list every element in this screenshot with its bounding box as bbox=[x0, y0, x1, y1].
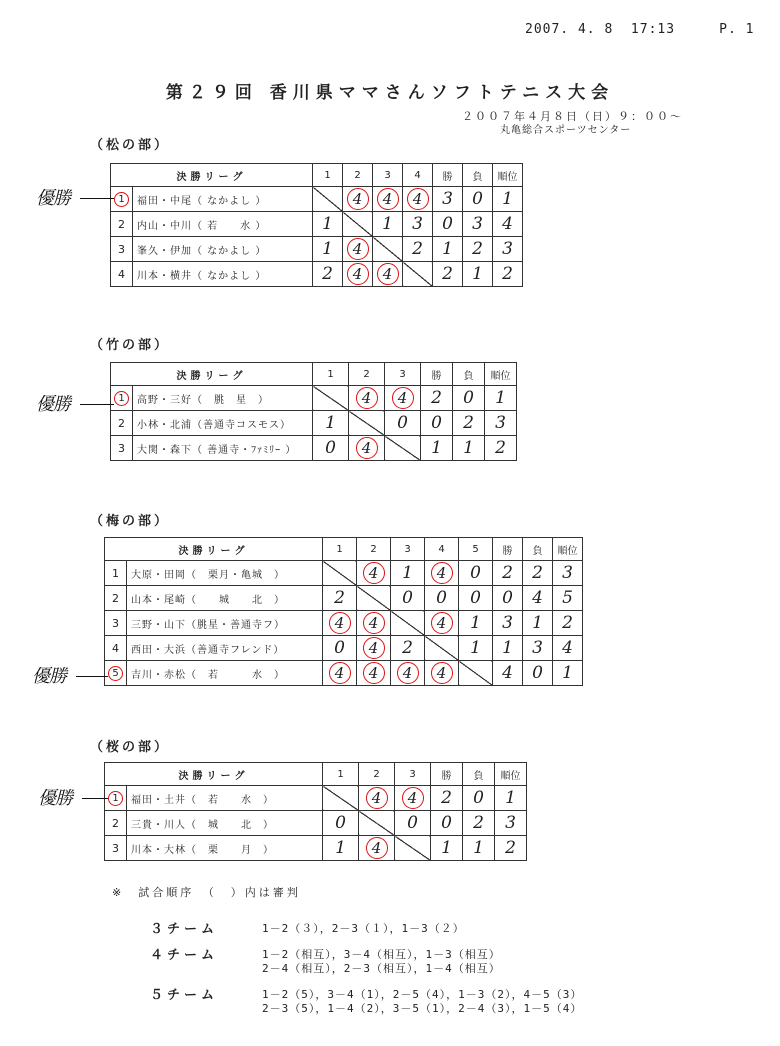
table-row bbox=[105, 636, 583, 661]
team-number: 2 bbox=[105, 811, 127, 836]
self-match-cell bbox=[385, 436, 421, 461]
rank-value: 2 bbox=[493, 262, 523, 287]
losses-value: 3 bbox=[463, 212, 493, 237]
team-number: 1 bbox=[111, 386, 133, 411]
losses-value: 1 bbox=[523, 611, 553, 636]
note-line: 2－4（相互），2－3（相互），1－4（相互） bbox=[262, 962, 501, 975]
match-score: 4 bbox=[425, 611, 459, 636]
match-score: 2 bbox=[403, 237, 433, 262]
match-score: 1 bbox=[459, 611, 493, 636]
column-header: 3 bbox=[385, 363, 421, 386]
match-score: 0 bbox=[313, 436, 349, 461]
match-score: 4 bbox=[357, 661, 391, 686]
match-score: 0 bbox=[323, 811, 359, 836]
wins-value: 1 bbox=[421, 436, 453, 461]
league-header: 決勝リーグ bbox=[105, 538, 323, 561]
team-number: 4 bbox=[105, 636, 127, 661]
note-label-3: ３チーム bbox=[150, 922, 219, 937]
match-score: 3 bbox=[403, 212, 433, 237]
column-header: 負 bbox=[463, 164, 493, 187]
match-score: 4 bbox=[425, 561, 459, 586]
self-match-cell bbox=[391, 611, 425, 636]
column-header: 5 bbox=[459, 538, 493, 561]
match-score: 1 bbox=[313, 411, 349, 436]
column-header: 勝 bbox=[493, 538, 523, 561]
match-score: 1 bbox=[373, 212, 403, 237]
table-row bbox=[105, 836, 527, 861]
losses-value: 1 bbox=[463, 836, 495, 861]
losses-value: 0 bbox=[463, 187, 493, 212]
team-name: 小林・北浦（善通寺コスモス） bbox=[133, 411, 313, 436]
rank-value: 1 bbox=[553, 661, 583, 686]
table-row bbox=[105, 586, 583, 611]
section-label-ume: （梅の部） bbox=[90, 514, 171, 529]
winner-annotation: 優勝 bbox=[36, 394, 70, 415]
table-row bbox=[105, 811, 527, 836]
losses-value: 2 bbox=[523, 561, 553, 586]
wins-value: 2 bbox=[421, 386, 453, 411]
column-header: 2 bbox=[343, 164, 373, 187]
self-match-cell bbox=[323, 786, 359, 811]
note-line: 1－2（３），2－3（１），1－3（２） bbox=[262, 922, 465, 935]
self-match-cell bbox=[459, 661, 493, 686]
team-number: 3 bbox=[105, 836, 127, 861]
self-match-cell bbox=[323, 561, 357, 586]
wins-value: 0 bbox=[431, 811, 463, 836]
column-header: 1 bbox=[323, 538, 357, 561]
team-name: 山本・尾崎（ 城 北 ） bbox=[127, 586, 323, 611]
losses-value: 1 bbox=[463, 262, 493, 287]
league-header: 決勝リーグ bbox=[105, 763, 323, 786]
losses-value: 0 bbox=[453, 386, 485, 411]
column-header: 順位 bbox=[493, 164, 523, 187]
team-number: 3 bbox=[111, 436, 133, 461]
wins-value: 3 bbox=[433, 187, 463, 212]
note-line: 2－3（5），1－4（2），3－5（1），2－4（3），1－5（4） bbox=[262, 1002, 583, 1015]
match-score: 2 bbox=[313, 262, 343, 287]
column-header: 4 bbox=[425, 538, 459, 561]
match-score: 4 bbox=[373, 262, 403, 287]
rank-value: 2 bbox=[553, 611, 583, 636]
self-match-cell bbox=[395, 836, 431, 861]
team-name: 大関・森下（ 善通寺・ﾌｧﾐﾘｰ ） bbox=[133, 436, 313, 461]
match-score: 4 bbox=[349, 386, 385, 411]
wins-value: 2 bbox=[431, 786, 463, 811]
match-score: 2 bbox=[323, 586, 357, 611]
self-match-cell bbox=[343, 212, 373, 237]
self-match-cell bbox=[313, 187, 343, 212]
table-row bbox=[111, 187, 523, 212]
team-name: 川本・大林（ 栗 月 ） bbox=[127, 836, 323, 861]
wins-value: 0 bbox=[493, 586, 523, 611]
rank-value: 2 bbox=[495, 836, 527, 861]
rank-value: 2 bbox=[485, 436, 517, 461]
table-row bbox=[111, 411, 517, 436]
match-score: 1 bbox=[391, 561, 425, 586]
self-match-cell bbox=[357, 586, 391, 611]
rank-value: 1 bbox=[485, 386, 517, 411]
page-title: 第２９回 香川県ママさんソフトテニス大会 bbox=[165, 83, 615, 103]
rank-value: 3 bbox=[485, 411, 517, 436]
column-header: 負 bbox=[463, 763, 495, 786]
rank-value: 5 bbox=[553, 586, 583, 611]
column-header: 1 bbox=[323, 763, 359, 786]
match-score: 1 bbox=[313, 237, 343, 262]
team-number: 1 bbox=[105, 786, 127, 811]
wins-value: 1 bbox=[433, 237, 463, 262]
column-header: 3 bbox=[395, 763, 431, 786]
column-header: 1 bbox=[313, 363, 349, 386]
rank-value: 4 bbox=[553, 636, 583, 661]
match-score: 4 bbox=[323, 661, 357, 686]
team-name: 峯久・伊加（ なかよし ） bbox=[133, 237, 313, 262]
losses-value: 1 bbox=[453, 436, 485, 461]
match-score: 4 bbox=[391, 661, 425, 686]
column-header: 3 bbox=[391, 538, 425, 561]
team-number: 2 bbox=[111, 212, 133, 237]
table-row bbox=[111, 436, 517, 461]
winner-pointer-line bbox=[80, 404, 114, 405]
section-label-take: （竹の部） bbox=[90, 338, 171, 353]
winner-annotation: 優勝 bbox=[32, 666, 66, 687]
match-score: 0 bbox=[459, 561, 493, 586]
note-line: 1－2（相互），3－4（相互），1－3（相互） bbox=[262, 948, 501, 961]
losses-value: 2 bbox=[453, 411, 485, 436]
team-number: 5 bbox=[105, 661, 127, 686]
winner-pointer-line bbox=[76, 676, 108, 677]
self-match-cell bbox=[349, 411, 385, 436]
fax-timestamp: 2007. 4. 8 17:13 P. 1 bbox=[525, 22, 755, 37]
note-label-4: ４チーム bbox=[150, 948, 219, 963]
match-score: 4 bbox=[323, 611, 357, 636]
column-header: 勝 bbox=[433, 164, 463, 187]
column-header: 4 bbox=[403, 164, 433, 187]
match-score: 4 bbox=[395, 786, 431, 811]
league-table bbox=[110, 362, 517, 461]
losses-value: 3 bbox=[523, 636, 553, 661]
match-score: 4 bbox=[357, 561, 391, 586]
match-score: 4 bbox=[343, 237, 373, 262]
event-date: ２００７年４月８日（日）９：００～ bbox=[462, 110, 683, 123]
losses-value: 0 bbox=[523, 661, 553, 686]
winner-annotation: 優勝 bbox=[38, 788, 72, 809]
event-venue: 丸亀総合スポーツセンター bbox=[500, 125, 632, 136]
table-row bbox=[111, 386, 517, 411]
notes-title: ※ 試合順序 （ ）内は審判 bbox=[112, 886, 301, 899]
table-row bbox=[111, 262, 523, 287]
match-score: 4 bbox=[385, 386, 421, 411]
team-number: 1 bbox=[105, 561, 127, 586]
wins-value: 3 bbox=[493, 611, 523, 636]
wins-value: 4 bbox=[493, 661, 523, 686]
table-row bbox=[105, 661, 583, 686]
table-row bbox=[111, 212, 523, 237]
losses-value: 2 bbox=[463, 237, 493, 262]
self-match-cell bbox=[403, 262, 433, 287]
team-name: 川本・横井（ なかよし ） bbox=[133, 262, 313, 287]
rank-value: 1 bbox=[495, 786, 527, 811]
table-row bbox=[105, 786, 527, 811]
column-header: 1 bbox=[313, 164, 343, 187]
team-name: 吉川・赤松（ 若 水 ） bbox=[127, 661, 323, 686]
rank-value: 1 bbox=[493, 187, 523, 212]
losses-value: 2 bbox=[463, 811, 495, 836]
team-name: 福田・中尾（ なかよし ） bbox=[133, 187, 313, 212]
column-header: 順位 bbox=[485, 363, 517, 386]
match-score: 4 bbox=[359, 786, 395, 811]
rank-value: 3 bbox=[495, 811, 527, 836]
column-header: 順位 bbox=[495, 763, 527, 786]
self-match-cell bbox=[313, 386, 349, 411]
match-score: 4 bbox=[373, 187, 403, 212]
winner-pointer-line bbox=[80, 198, 114, 199]
wins-value: 0 bbox=[433, 212, 463, 237]
winner-pointer-line bbox=[82, 798, 108, 799]
match-score: 4 bbox=[343, 262, 373, 287]
self-match-cell bbox=[359, 811, 395, 836]
self-match-cell bbox=[425, 636, 459, 661]
match-score: 0 bbox=[459, 586, 493, 611]
match-score: 4 bbox=[359, 836, 395, 861]
column-header: 負 bbox=[453, 363, 485, 386]
match-score: 4 bbox=[425, 661, 459, 686]
match-score: 0 bbox=[395, 811, 431, 836]
league-header: 決勝リーグ bbox=[111, 164, 313, 187]
self-match-cell bbox=[373, 237, 403, 262]
note-label-5: ５チーム bbox=[150, 988, 219, 1003]
column-header: 2 bbox=[349, 363, 385, 386]
league-table bbox=[110, 163, 523, 287]
wins-value: 1 bbox=[493, 636, 523, 661]
team-name: 三野・山下（朓星・善通寺フ） bbox=[127, 611, 323, 636]
team-name: 三貴・川人（ 城 北 ） bbox=[127, 811, 323, 836]
losses-value: 0 bbox=[463, 786, 495, 811]
section-label-sakura: （桜の部） bbox=[90, 740, 171, 755]
match-score: 1 bbox=[323, 836, 359, 861]
rank-value: 3 bbox=[493, 237, 523, 262]
match-score: 4 bbox=[349, 436, 385, 461]
match-score: 0 bbox=[385, 411, 421, 436]
match-score: 0 bbox=[425, 586, 459, 611]
match-score: 2 bbox=[391, 636, 425, 661]
team-name: 福田・土井（ 若 水 ） bbox=[127, 786, 323, 811]
table-row bbox=[111, 237, 523, 262]
column-header: 2 bbox=[359, 763, 395, 786]
team-name: 大原・田岡（ 栗月・亀城 ） bbox=[127, 561, 323, 586]
match-score: 4 bbox=[343, 187, 373, 212]
table-row bbox=[105, 561, 583, 586]
team-number: 1 bbox=[111, 187, 133, 212]
rank-value: 3 bbox=[553, 561, 583, 586]
match-score: 1 bbox=[459, 636, 493, 661]
team-number: 2 bbox=[105, 586, 127, 611]
column-header: 勝 bbox=[431, 763, 463, 786]
column-header: 3 bbox=[373, 164, 403, 187]
league-table bbox=[104, 537, 583, 686]
column-header: 負 bbox=[523, 538, 553, 561]
rank-value: 4 bbox=[493, 212, 523, 237]
wins-value: 1 bbox=[431, 836, 463, 861]
wins-value: 2 bbox=[493, 561, 523, 586]
team-name: 西田・大浜（善通寺フレンド） bbox=[127, 636, 323, 661]
team-name: 内山・中川（ 若 水 ） bbox=[133, 212, 313, 237]
section-label-matsu: （松の部） bbox=[90, 138, 171, 153]
team-number: 3 bbox=[105, 611, 127, 636]
match-score: 0 bbox=[323, 636, 357, 661]
league-header: 決勝リーグ bbox=[111, 363, 313, 386]
team-number: 3 bbox=[111, 237, 133, 262]
match-score: 4 bbox=[357, 611, 391, 636]
league-table bbox=[104, 762, 527, 861]
match-score: 4 bbox=[403, 187, 433, 212]
team-number: 4 bbox=[111, 262, 133, 287]
column-header: 順位 bbox=[553, 538, 583, 561]
match-score: 4 bbox=[357, 636, 391, 661]
table-row bbox=[105, 611, 583, 636]
column-header: 2 bbox=[357, 538, 391, 561]
note-line: 1－2（5），3－4（1），2－5（4），1－3（2），4－5（3） bbox=[262, 988, 583, 1001]
match-score: 0 bbox=[391, 586, 425, 611]
wins-value: 0 bbox=[421, 411, 453, 436]
team-name: 高野・三好（ 朓 星 ） bbox=[133, 386, 313, 411]
winner-annotation: 優勝 bbox=[36, 188, 70, 209]
losses-value: 4 bbox=[523, 586, 553, 611]
column-header: 勝 bbox=[421, 363, 453, 386]
match-score: 1 bbox=[313, 212, 343, 237]
wins-value: 2 bbox=[433, 262, 463, 287]
team-number: 2 bbox=[111, 411, 133, 436]
